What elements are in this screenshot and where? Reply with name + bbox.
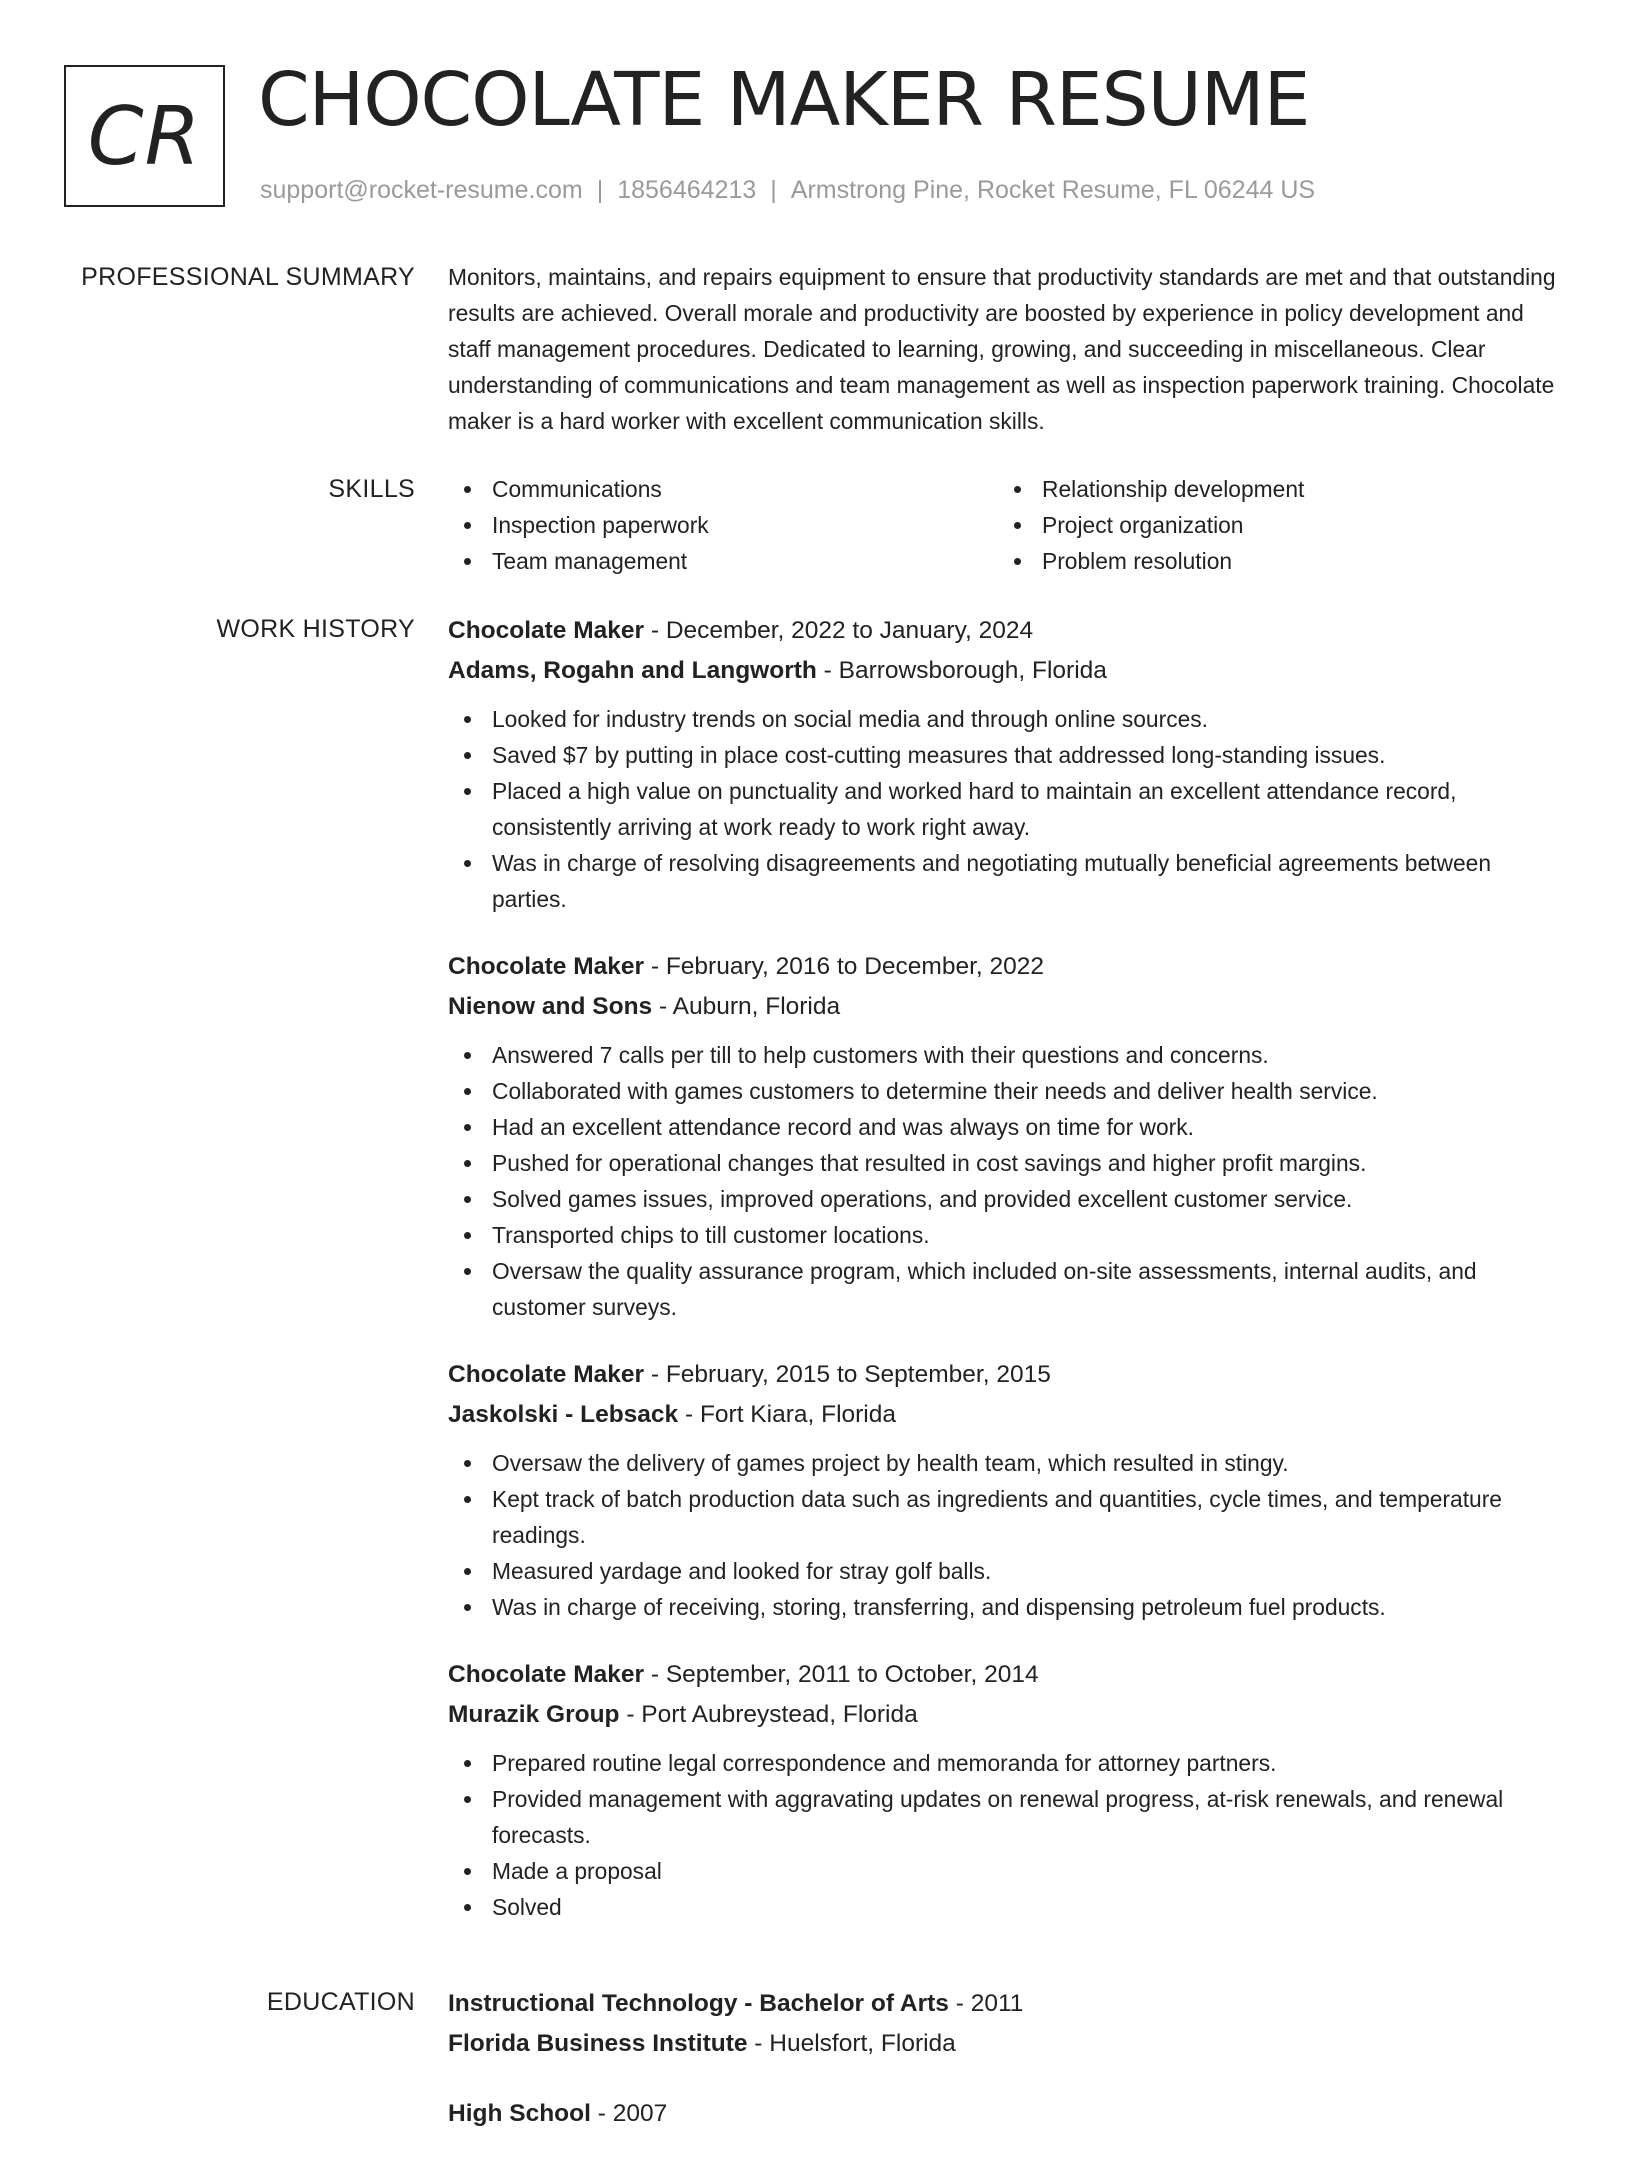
education-degree-line [448,2094,1568,2134]
job-location: - Barrowsborough, Florida [816,657,1107,684]
job-dates: - December, 2022 to January, 2024 [644,617,1034,644]
job-bullet: Solved [448,1889,1568,1925]
job-company: Jaskolski - Lebsack [448,1401,679,1428]
education-location: - Huelsfort, Florida [747,2030,956,2057]
skill-item: Problem resolution [998,543,1548,579]
education-body [448,1984,1568,2164]
job-bullet: Oversaw the delivery of games project by health team, which resulted in stingy. [448,1445,1568,1481]
skill-item: Project organization [998,507,1548,543]
job-bullets [448,1445,1568,1625]
section-label-skills: SKILLS [328,475,415,503]
job-company: Nienow and Sons [448,993,653,1020]
skill-item: Relationship development [998,471,1548,507]
education-degree: Instructional Technology - Bachelor of Arts [448,1990,949,2017]
skills-body [448,471,1568,579]
summary-text: Monitors, maintains, and repairs equipment to ensure that productivity standards are met and that outstanding results are achieved. Overall morale and productivity are boosted by experience in policy development and staff management procedures. Dedicated to learning, growing, and succeeding in miscellaneous. Clear understanding of communications and team management as well as inspection paperwork training. Chocolate maker is a hard worker with excellent communication skills. [448,264,1556,434]
job-bullet: Had an excellent attendance record and was always on time for work. [448,1109,1568,1145]
skill-item: Team management [448,543,998,579]
summary-body [448,259,1568,439]
job-bullets [448,1745,1568,1925]
job-bullet: Kept track of batch production data such as ingredients and quantities, cycle times, and temperature readings. [448,1481,1568,1553]
job-bullet: Made a proposal [448,1853,1568,1889]
contact-separator: | [596,176,604,204]
skills-list-left [448,471,998,579]
job-bullet: Measured yardage and looked for stray golf balls. [448,1553,1568,1589]
job-bullet: Oversaw the quality assurance program, which included on-site assessments, internal audits, and customer surveys. [448,1253,1568,1325]
contact-separator: | [770,176,777,204]
job-bullet: Was in charge of resolving disagreements and negotiating mutually beneficial agreements between parties. [448,845,1568,917]
job-title-line [448,947,1568,987]
education-year: - 2007 [590,2100,668,2127]
job-company: Murazik Group [448,1701,620,1728]
skills-list-right [998,471,1548,579]
job-company-line [448,1695,1568,1735]
work-history-body [448,611,1568,1955]
skill-item: Inspection paperwork [448,507,998,543]
job-dates: - February, 2016 to December, 2022 [644,953,1044,980]
education-school-line [448,2024,1568,2064]
job-bullet: Placed a high value on punctuality and worked hard to maintain an excellent attendance record, consistently arriving at work ready to work right away. [448,773,1568,845]
job-location: - Auburn, Florida [652,993,841,1020]
job-company: Adams, Rogahn and Langworth [448,657,817,684]
job-bullet: Was in charge of receiving, storing, transferring, and dispensing petroleum fuel products. [448,1589,1568,1625]
job-dates: - September, 2011 to October, 2014 [644,1661,1039,1688]
contact-address: Armstrong Pine, Rocket Resume, FL 06244 US [790,176,1316,204]
section-label-education: EDUCATION [266,1988,415,2016]
job-bullet: Looked for industry trends on social media and through online sources. [448,701,1568,737]
job-bullet: Prepared routine legal correspondence and memoranda for attorney partners. [448,1745,1568,1781]
job-company-line [448,987,1568,1027]
job-bullets [448,1037,1568,1325]
education-entry [448,1984,1568,2064]
monogram-logo: CR [64,65,225,207]
job-entry [448,947,1568,1325]
job-bullet: Transported chips to till customer locations. [448,1217,1568,1253]
job-entry [448,1655,1568,1925]
job-title: Chocolate Maker [448,1361,645,1388]
education-school: Florida Business Institute [448,2030,748,2057]
job-entry [448,611,1568,917]
education-degree: High School [448,2100,591,2127]
section-label-work-history: WORK HISTORY [216,615,415,643]
skill-item: Communications [448,471,998,507]
page-title: CHOCOLATE MAKER RESUME [258,57,1310,143]
job-bullet: Solved games issues, improved operations, and provided excellent customer service. [448,1181,1568,1217]
job-bullet: Pushed for operational changes that resulted in cost savings and higher profit margins. [448,1145,1568,1181]
job-location: - Fort Kiara, Florida [678,1401,897,1428]
education-degree-line [448,1984,1568,2024]
job-title-line [448,611,1568,651]
job-company-line [448,651,1568,691]
education-entry [448,2094,1568,2134]
job-bullets [448,701,1568,917]
job-dates: - February, 2015 to September, 2015 [644,1361,1051,1388]
job-location: - Port Aubreystead, Florida [619,1701,918,1728]
job-entry [448,1355,1568,1625]
contact-phone[interactable]: 1856464213 [617,176,757,204]
section-label-summary: PROFESSIONAL SUMMARY [81,263,415,291]
contact-line [260,172,1315,208]
job-title-line [448,1655,1568,1695]
job-title: Chocolate Maker [448,617,645,644]
job-title: Chocolate Maker [448,1661,645,1688]
contact-email[interactable]: support@rocket-resume.com [260,176,583,204]
job-bullet: Provided management with aggravating updates on renewal progress, at-risk renewals, and renewal forecasts. [448,1781,1568,1853]
education-year: - 2011 [948,1990,1024,2017]
job-title-line [448,1355,1568,1395]
job-company-line [448,1395,1568,1435]
job-title: Chocolate Maker [448,953,645,980]
job-bullet: Collaborated with games customers to determine their needs and deliver health service. [448,1073,1568,1109]
job-bullet: Saved $7 by putting in place cost-cutting measures that addressed long-standing issues. [448,737,1568,773]
job-bullet: Answered 7 calls per till to help customers with their questions and concerns. [448,1037,1568,1073]
